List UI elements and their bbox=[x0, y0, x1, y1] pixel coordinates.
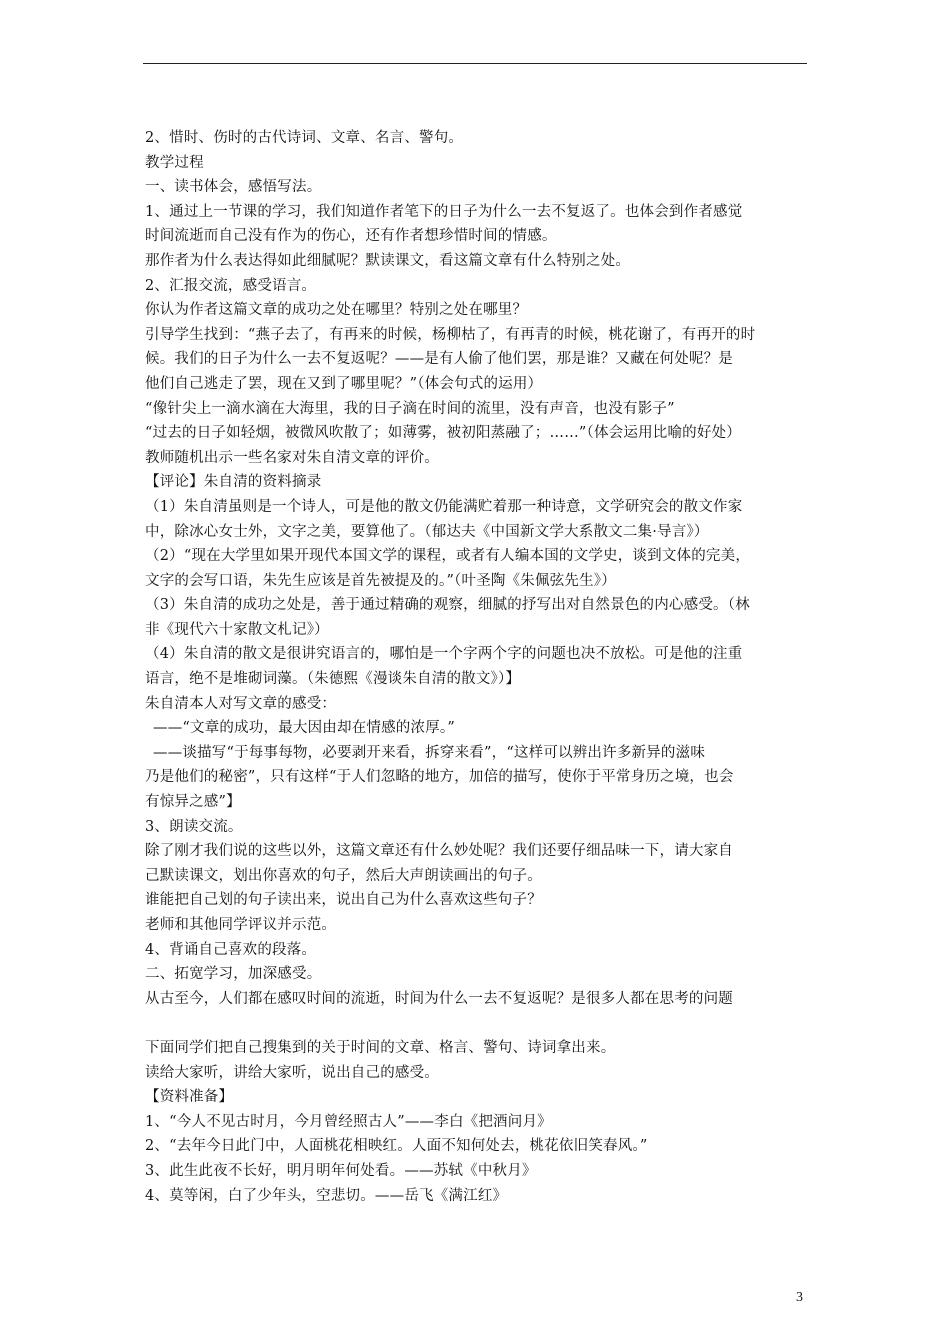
text-line: ——“文章的成功，最大因由却在情感的浓厚。” bbox=[153, 720, 455, 737]
text-line: 二、拓宽学习，加深感受。 bbox=[145, 966, 322, 983]
text-line: 4、莫等闲，白了少年头，空悲切。——岳飞《满江红》 bbox=[145, 1187, 508, 1204]
text-line: 乃是他们的秘密”，只有这样“于人们忽略的地方，加倍的描写，使你于平常身历之境，也会 bbox=[145, 769, 734, 786]
text-line: 1、“今人不见古时月，今月曾经照古人”——李白《把酒问月》 bbox=[145, 1113, 552, 1130]
text-line: 读给大家听，讲给大家听，说出自己的感受。 bbox=[145, 1064, 439, 1081]
text-line: 时间流逝而自己没有作为的伤心，还有作者想珍惜时间的情感。 bbox=[145, 228, 557, 245]
text-line: 他们自己逃走了罢，现在又到了哪里呢？”（体会句式的运用） bbox=[145, 375, 543, 392]
text-line: 朱自清本人对写文章的感受： bbox=[145, 695, 337, 712]
text-line: 语言，绝不是堆砌词藻。（朱德熙《漫谈朱自清的散文》）】 bbox=[145, 671, 521, 688]
text-line: 3、此生此夜不长好，明月明年何处看。——苏轼《中秋月》 bbox=[145, 1162, 537, 1179]
text-line: 有惊异之感”】 bbox=[145, 794, 241, 811]
text-line: ——谈描写“于每事每物，必要剥开来看，拆穿来看”，“这样可以辨出许多新异的滋味 bbox=[153, 744, 706, 761]
text-line: 那作者为什么表达得如此细腻呢？默读课文，看这篇文章有什么特别之处。 bbox=[145, 252, 631, 269]
text-line: 2、惜时、伤时的古代诗词、文章、名言、警句。 bbox=[145, 130, 464, 146]
text-line: 从古至今，人们都在感叹时间的流逝，时间为什么一去不复返呢？是很多人都在思考的问题 bbox=[145, 990, 733, 1007]
text-line: 己默读课文，划出你喜欢的句子，然后大声朗读画出的句子。 bbox=[145, 867, 542, 884]
text-line: （2）“现在大学里如果开现代本国文学的课程，或者有人编本国的文学史，谈到文体的完美， bbox=[145, 548, 751, 565]
text-line: 【评论】朱自清的资料摘录 bbox=[145, 474, 322, 491]
text-line: 2、汇报交流，感受语言。 bbox=[145, 277, 317, 294]
text-line: 1、通过上一节课的学习，我们知道作者笔下的日子为什么一去不复返了。也体会到作者感觉 bbox=[145, 203, 743, 220]
text-line: 教学过程 bbox=[145, 154, 204, 171]
text-line: 谁能把自己划的句子读出来，说出自己为什么喜欢这些句子？ bbox=[145, 892, 542, 909]
text-line: “像针尖上一滴水滴在大海里，我的日子滴在时间的流里，没有声音，也没有影子” bbox=[145, 400, 675, 417]
text-line: 非《现代六十家散文札记》） bbox=[145, 621, 329, 638]
text-line: 3、朗读交流。 bbox=[145, 818, 243, 835]
page-number: 3 bbox=[796, 1290, 803, 1305]
text-line: 下面同学们把自己搜集到的关于时间的文章、格言、警句、诗词拿出来。 bbox=[145, 1039, 616, 1056]
text-line: 文字的会写口语，朱先生应该是首先被提及的。”（叶圣陶《朱佩弦先生》） bbox=[145, 572, 616, 589]
text-line: （1）朱自清虽则是一个诗人，可是他的散文仍能满贮着那一种诗意，文学研究会的散文作家 bbox=[145, 498, 743, 515]
text-line: 除了刚才我们说的这些以外，这篇文章还有什么妙处呢？我们还要仔细品味一下，请大家自 bbox=[145, 843, 733, 860]
text-line: “过去的日子如轻烟，被微风吹散了；如薄雾，被初阳蒸融了；……”（体会运用比喻的好处） bbox=[145, 425, 741, 442]
document-body bbox=[145, 126, 810, 1208]
header-rule bbox=[143, 63, 807, 64]
text-line: 一、读书体会，感悟写法。 bbox=[145, 179, 322, 196]
text-line: （4）朱自清的散文是很讲究语言的，哪怕是一个字两个字的问题也决不放松。可是他的注重 bbox=[145, 646, 743, 663]
text-line: （3）朱自清的成功之处是，善于通过精确的观察，细腻的抒写出对自然景色的内心感受。（林 bbox=[145, 597, 750, 614]
blank-line bbox=[145, 1011, 810, 1036]
text-line: 【资料准备】 bbox=[145, 1089, 234, 1106]
text-line: 2、“去年今日此门中，人面桃花相映红。人面不知何处去，桃花依旧笑春风。” bbox=[145, 1138, 648, 1155]
text-line: 4、背诵自己喜欢的段落。 bbox=[145, 941, 317, 958]
text-line: 候。我们的日子为什么一去不复返呢？——是有人偷了他们罢，那是谁？又藏在何处呢？是 bbox=[145, 351, 733, 368]
text-line: 中，除冰心女士外，文字之美，要算他了。（郁达夫《中国新文学大系散文二集·导言》） bbox=[145, 523, 709, 540]
text-line: 你认为作者这篇文章的成功之处在哪里？特别之处在哪里？ bbox=[145, 302, 528, 319]
text-line: 教师随机出示一些名家对朱自清文章的评价。 bbox=[145, 449, 439, 466]
text-line: 老师和其他同学评议并示范。 bbox=[145, 917, 337, 933]
text-line: 引导学生找到：“燕子去了，有再来的时候，杨柳枯了，有再青的时候，桃花谢了，有再开的时 bbox=[145, 326, 756, 343]
